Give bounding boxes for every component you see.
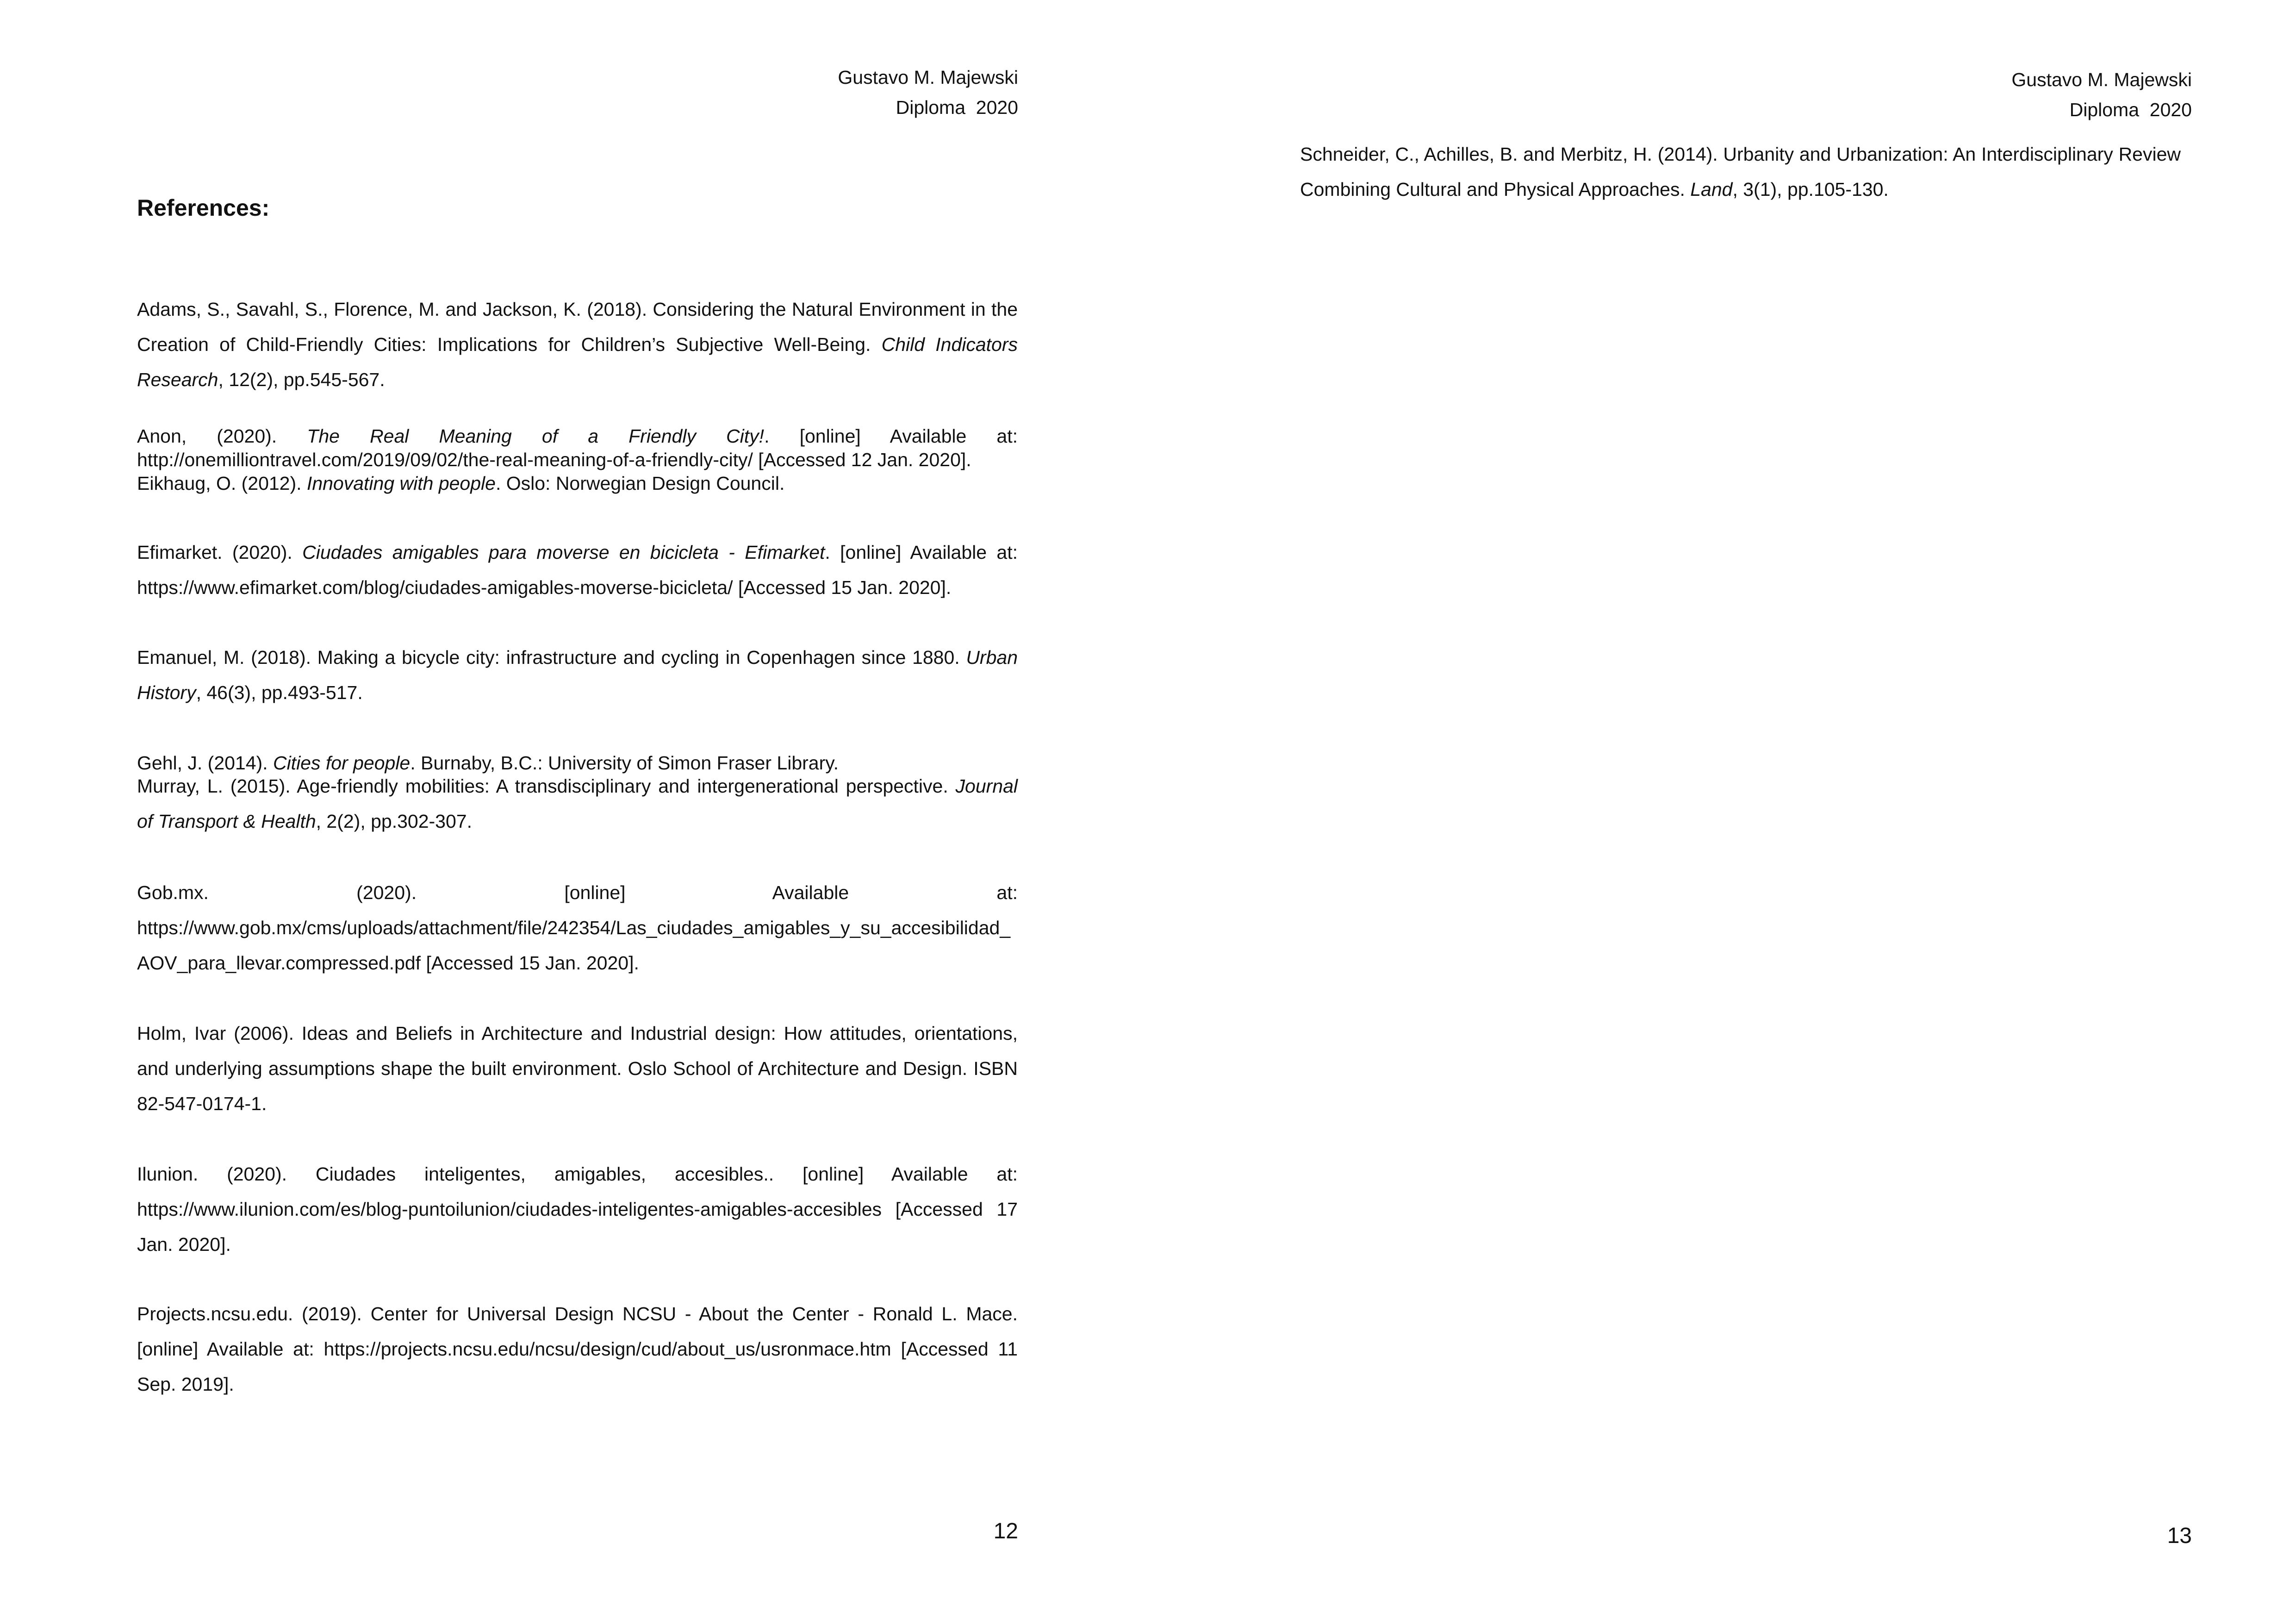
author-name: Gustavo M. Majewski — [838, 67, 1018, 88]
reference-emanuel: Emanuel, M. (2018). Making a bicycle city: infrastructure and cycling in Copenhagen since 1880. Urban History, 46(3), pp.493-517. — [137, 647, 1018, 703]
reference-schneider: Schneider, C., Achilles, B. and Merbitz, H. (2014). Urbanity and Urbanization: An Interdisciplinary Review Combining Cultural and Physical Approaches. Land, 3(1), pp.105-130. — [1300, 144, 2181, 200]
page-header — [838, 62, 1018, 123]
references-heading: References: — [137, 195, 270, 221]
reference-anon: Anon, (2020). The Real Meaning of a Friendly City!. [online] Available at: http://onemilliontravel.com/2019/09/02/the-real-meaning-of-a-friendly-city/ [Accessed 12 Jan. 2020]. — [137, 425, 1018, 470]
author-name: Gustavo M. Majewski — [2011, 69, 2192, 90]
reference-gehl: Gehl, J. (2014). Cities for people. Burnaby, B.C.: University of Simon Fraser Library. — [137, 752, 839, 774]
page-13 — [1148, 0, 2296, 1624]
reference-adams: Adams, S., Savahl, S., Florence, M. and Jackson, K. (2018). Considering the Natural Environment in the Creation of Child-Friendly Cities: Implications for Children’s Subjective Well-Being. Child Indicators Research, 12(2), pp.545-567. — [137, 299, 1018, 390]
diploma-year: Diploma 2020 — [2069, 99, 2192, 120]
reference-ncsu: Projects.ncsu.edu. (2019). Center for Universal Design NCSU - About the Center - Ronald L. Mace. [online] Available at: https://projects.ncsu.edu/ncsu/design/cud/about_us/usronmace.htm [Accessed 11 Sep. 2019]. — [137, 1303, 1018, 1395]
page-header — [2011, 65, 2192, 125]
diploma-year: Diploma 2020 — [896, 97, 1018, 118]
reference-holm: Holm, Ivar (2006). Ideas and Beliefs in Architecture and Industrial design: How attitudes, orientations, and underlying assumptions shape the built environment. Oslo School of Architecture and Design. ISBN 82-547-0174-1. — [137, 1023, 1018, 1114]
reference-murray: Murray, L. (2015). Age-friendly mobilities: A transdisciplinary and intergenerational perspective. Journal of Transport & Health, 2(2), pp.302-307. — [137, 775, 1018, 832]
reference-efimarket: Efimarket. (2020). Ciudades amigables para moverse en bicicleta - Efimarket. [online] Available at: https://www.efimarket.com/blog/ciudades-amigables-moverse-bicicleta/ [Accessed 15 Jan. 2020]. — [137, 542, 1018, 598]
reference-eikhaug: Eikhaug, O. (2012). Innovating with people. Oslo: Norwegian Design Council. — [137, 473, 785, 494]
page-number: 12 — [993, 1519, 1018, 1543]
reference-ilunion: Ilunion. (2020). Ciudades inteligentes, amigables, accesibles.. [online] Available at: https://www.ilunion.com/es/blog-puntoilunion/ciudades-inteligentes-amigables-accesibles [Accessed 17 Jan. 2020]. — [137, 1163, 1018, 1255]
page-number: 13 — [2167, 1524, 2192, 1548]
reference-gob: https://www.gob.mx/cms/uploads/attachment/file/242354/Las_ciudades_amigables_y_su_accesibilidad_AOV_para_llevar.compressed.pdf [Accessed 15 Jan. 2020]. — [137, 917, 1011, 974]
reference-gob-line1: Gob.mx. (2020). [online] Available at: — [137, 882, 1018, 903]
